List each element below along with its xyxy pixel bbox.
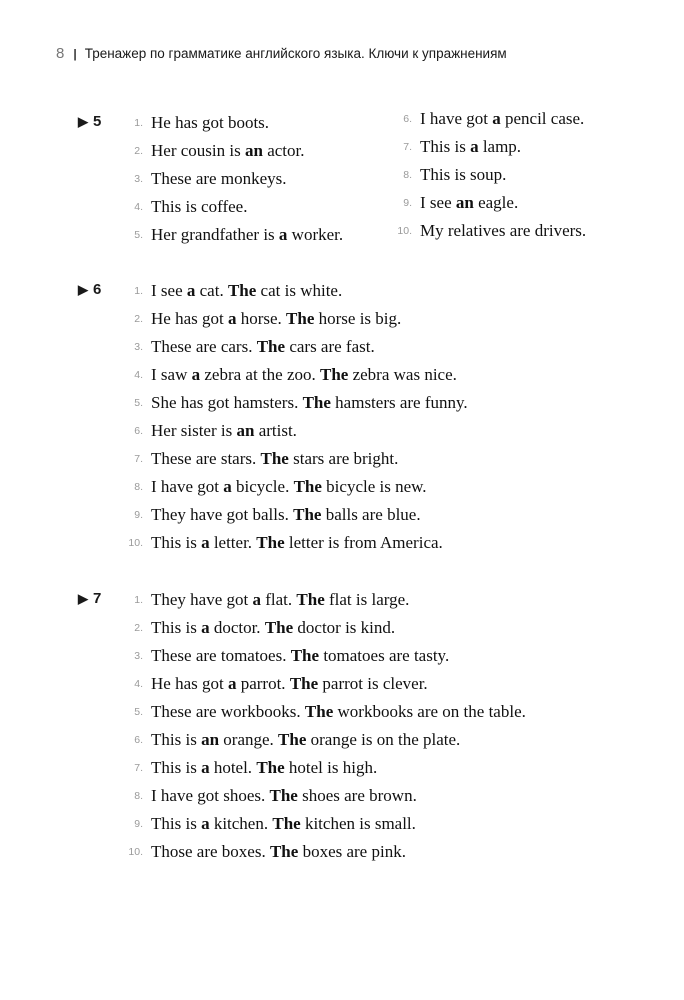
answer-item	[134, 477, 468, 505]
article-answer: The	[269, 842, 299, 861]
sentence-text: orange.	[219, 730, 279, 749]
play-triangle-icon: ▶	[78, 282, 88, 297]
answer-sentence	[151, 702, 526, 722]
answer-sentence	[151, 365, 468, 385]
sentence-text: kitchen.	[209, 814, 273, 833]
sentence-text: He has got	[151, 674, 228, 693]
article-answer: a	[201, 618, 210, 637]
answer-sentence	[420, 137, 586, 157]
sentence-text: Those are boxes.	[151, 842, 270, 861]
sentence-text: flat is large.	[324, 590, 410, 609]
answer-sentence	[420, 221, 586, 241]
item-number: 1.	[134, 594, 143, 606]
sentence-text: They have got	[151, 590, 253, 609]
article-answer: The	[286, 309, 315, 328]
sentence-text: doctor.	[209, 618, 265, 637]
article-answer: The	[302, 393, 331, 412]
answer-sentence	[151, 758, 526, 778]
answer-item	[134, 505, 468, 533]
answer-column-right	[397, 109, 587, 249]
sentence-text: flat.	[261, 590, 297, 609]
item-number: 3.	[134, 341, 143, 353]
answer-item	[397, 221, 587, 249]
answer-sentence	[151, 842, 526, 862]
article-answer: The	[320, 365, 349, 384]
answer-sentence	[151, 113, 343, 133]
answer-item	[134, 646, 526, 674]
article-answer: The	[289, 674, 319, 693]
article-answer: The	[256, 337, 286, 356]
sentence-text: letter.	[209, 533, 257, 552]
answer-item	[134, 730, 526, 758]
play-triangle-icon: ▶	[78, 114, 88, 129]
article-answer: a	[227, 309, 237, 328]
sentence-text: workbooks are on the table.	[333, 702, 526, 721]
sentence-text: I see	[420, 193, 456, 212]
article-answer: an	[236, 421, 255, 440]
article-answer: a	[470, 137, 479, 156]
item-number: 1.	[134, 117, 143, 129]
article-answer: a	[201, 814, 210, 833]
item-number: 2.	[134, 313, 143, 325]
item-number: 5.	[134, 397, 143, 409]
item-number: 4.	[134, 369, 143, 381]
answer-sentence	[420, 165, 586, 185]
article-answer: an	[455, 193, 474, 212]
sentence-text: This is	[420, 137, 471, 156]
answer-item	[134, 141, 343, 169]
sentence-text: doctor is kind.	[293, 618, 396, 637]
sentence-text: cat.	[195, 281, 228, 300]
answer-sentence	[151, 477, 468, 497]
sentence-text: I have got	[420, 109, 493, 128]
item-number: 10.	[128, 846, 143, 858]
exercise-marker	[78, 590, 101, 607]
sentence-text: hotel is high.	[284, 758, 378, 777]
item-number: 7.	[134, 762, 143, 774]
answer-sentence	[151, 618, 526, 638]
answer-sentence	[151, 337, 468, 357]
exercise-number: 7	[93, 590, 102, 607]
sentence-text: I saw	[151, 365, 192, 384]
answer-item	[134, 758, 526, 786]
article-answer: The	[269, 786, 298, 805]
answer-sentence	[151, 505, 468, 525]
sentence-text: This is	[151, 814, 202, 833]
sentence-text: Her sister is	[151, 421, 237, 440]
sentence-text: tomatoes are tasty.	[319, 646, 450, 665]
item-number: 10.	[397, 225, 412, 237]
exercise-marker	[78, 281, 101, 298]
sentence-text: orange is on the plate.	[306, 730, 461, 749]
answer-sentence	[151, 674, 526, 694]
item-number: 3.	[134, 650, 143, 662]
article-answer: an	[201, 730, 220, 749]
item-number: 6.	[403, 113, 412, 125]
answer-sentence	[151, 309, 468, 329]
answer-item	[403, 193, 586, 221]
sentence-text: lamp.	[478, 137, 522, 156]
answer-item	[128, 842, 526, 870]
page-header	[56, 45, 507, 62]
article-answer: The	[256, 533, 285, 552]
sentence-text: I have got	[151, 477, 224, 496]
sentence-text: cars are fast.	[285, 337, 375, 356]
sentence-text: pencil case.	[500, 109, 585, 128]
sentence-text: zebra was nice.	[348, 365, 457, 384]
item-number: 5.	[134, 229, 143, 241]
sentence-text: I see	[151, 281, 187, 300]
answer-sentence	[151, 169, 343, 189]
item-number: 4.	[134, 678, 143, 690]
article-answer: The	[290, 646, 320, 665]
answer-sentence	[151, 393, 468, 413]
sentence-text: This is	[151, 758, 202, 777]
answer-item	[403, 109, 586, 137]
sentence-text: kitchen is small.	[300, 814, 416, 833]
item-number: 7.	[403, 141, 412, 153]
sentence-text: This is	[151, 730, 202, 749]
item-number: 3.	[134, 173, 143, 185]
answer-sentence	[151, 197, 343, 217]
answer-item	[134, 225, 344, 253]
sentence-text: These are monkeys.	[151, 169, 287, 188]
item-number: 9.	[134, 509, 143, 521]
answer-item	[134, 786, 526, 814]
answer-column-left	[134, 113, 344, 253]
answer-item	[403, 165, 586, 193]
answer-sentence	[420, 109, 586, 129]
sentence-text: This is	[151, 618, 202, 637]
article-answer: a	[186, 281, 196, 300]
sentence-text: She has got hamsters.	[151, 393, 303, 412]
answer-item	[128, 533, 468, 561]
article-answer: a	[223, 477, 232, 496]
item-number: 6.	[134, 425, 143, 437]
answer-item	[134, 449, 468, 477]
answer-sentence	[151, 730, 526, 750]
article-answer: The	[227, 281, 257, 300]
sentence-text: My relatives are drivers.	[420, 221, 587, 240]
article-answer: a	[278, 225, 288, 244]
answer-item	[134, 814, 526, 842]
sentence-text: This is	[151, 533, 202, 552]
article-answer: The	[256, 758, 285, 777]
sentence-text: This is coffee.	[151, 197, 248, 216]
sentence-text: hamsters are funny.	[330, 393, 468, 412]
item-number: 1.	[134, 285, 143, 297]
sentence-text: Her grandfather is	[151, 225, 279, 244]
sentence-text: This is soup.	[420, 165, 507, 184]
article-answer: The	[272, 814, 301, 833]
header-separator: |	[73, 47, 77, 61]
item-number: 5.	[134, 706, 143, 718]
item-number: 6.	[134, 734, 143, 746]
exercise-marker	[78, 113, 101, 130]
sentence-text: zebra at the zoo.	[200, 365, 320, 384]
item-number: 8.	[134, 481, 143, 493]
sentence-text: He has got	[151, 309, 228, 328]
sentence-text: horse is big.	[314, 309, 402, 328]
answer-item	[134, 393, 468, 421]
answer-item	[134, 365, 468, 393]
answer-sentence	[151, 141, 343, 161]
header-title: Тренажер по грамматике английского языка. Ключи к упражнениям	[84, 46, 507, 61]
article-answer: The	[293, 505, 322, 524]
sentence-text: horse.	[236, 309, 287, 328]
play-triangle-icon: ▶	[78, 591, 88, 606]
sentence-text: eagle.	[473, 193, 519, 212]
answer-item	[134, 590, 526, 618]
answer-item	[134, 702, 526, 730]
sentence-text: parrot.	[236, 674, 290, 693]
article-answer: The	[278, 730, 307, 749]
answer-item	[134, 281, 468, 309]
sentence-text: shoes are brown.	[297, 786, 417, 805]
answer-sentence	[151, 533, 468, 553]
answer-sentence	[151, 449, 468, 469]
sentence-text: These are workbooks.	[151, 702, 305, 721]
answer-sentence	[151, 281, 468, 301]
answer-item	[134, 674, 526, 702]
sentence-text: balls are blue.	[321, 505, 421, 524]
sentence-text: He has got boots.	[151, 113, 270, 132]
sentence-text: artist.	[254, 421, 297, 440]
article-answer: a	[252, 590, 261, 609]
answer-column	[128, 281, 468, 561]
answer-sentence	[151, 646, 526, 666]
sentence-text: letter is from America.	[284, 533, 443, 552]
sentence-text: Her cousin is	[151, 141, 245, 160]
answer-item	[134, 421, 468, 449]
item-number: 2.	[134, 622, 143, 634]
article-answer: a	[492, 109, 501, 128]
article-answer: The	[304, 702, 334, 721]
item-number: 8.	[403, 169, 412, 181]
item-number: 8.	[134, 790, 143, 802]
item-number: 10.	[128, 537, 143, 549]
sentence-text: parrot is clever.	[318, 674, 428, 693]
answer-sentence	[151, 786, 526, 806]
answer-sentence	[151, 225, 343, 245]
answer-item	[134, 197, 343, 225]
sentence-text: These are stars.	[151, 449, 261, 468]
answer-sentence	[151, 814, 526, 834]
sentence-text: bicycle.	[231, 477, 294, 496]
sentence-text: These are tomatoes.	[151, 646, 291, 665]
article-answer: a	[201, 533, 210, 552]
article-answer: The	[293, 477, 322, 496]
item-number: 4.	[134, 201, 143, 213]
article-answer: an	[244, 141, 263, 160]
article-answer: a	[227, 674, 237, 693]
answer-sentence	[420, 193, 586, 213]
article-answer: a	[191, 365, 201, 384]
answer-sentence	[151, 590, 526, 610]
answer-item	[134, 618, 526, 646]
item-number: 2.	[134, 145, 143, 157]
item-number: 9.	[403, 197, 412, 209]
sentence-text: bicycle is new.	[321, 477, 427, 496]
sentence-text: I have got shoes.	[151, 786, 270, 805]
answer-column	[128, 590, 526, 870]
answer-item	[134, 337, 468, 365]
answer-item	[134, 169, 343, 197]
sentence-text: hotel.	[209, 758, 257, 777]
answer-item	[134, 309, 468, 337]
sentence-text: These are cars.	[151, 337, 257, 356]
answer-item	[134, 113, 343, 141]
answer-item	[403, 137, 586, 165]
sentence-text: actor.	[262, 141, 305, 160]
article-answer: The	[264, 618, 294, 637]
sentence-text: cat is white.	[256, 281, 343, 300]
exercise-number: 5	[93, 113, 102, 130]
item-number: 7.	[134, 453, 143, 465]
page-number: 8	[56, 45, 65, 62]
article-answer: The	[296, 590, 325, 609]
sentence-text: worker.	[287, 225, 344, 244]
sentence-text: stars are bright.	[288, 449, 399, 468]
exercise-number: 6	[93, 281, 102, 298]
answer-sentence	[151, 421, 468, 441]
item-number: 9.	[134, 818, 143, 830]
article-answer: a	[201, 758, 210, 777]
article-answer: The	[260, 449, 289, 468]
sentence-text: boxes are pink.	[298, 842, 406, 861]
sentence-text: They have got balls.	[151, 505, 294, 524]
